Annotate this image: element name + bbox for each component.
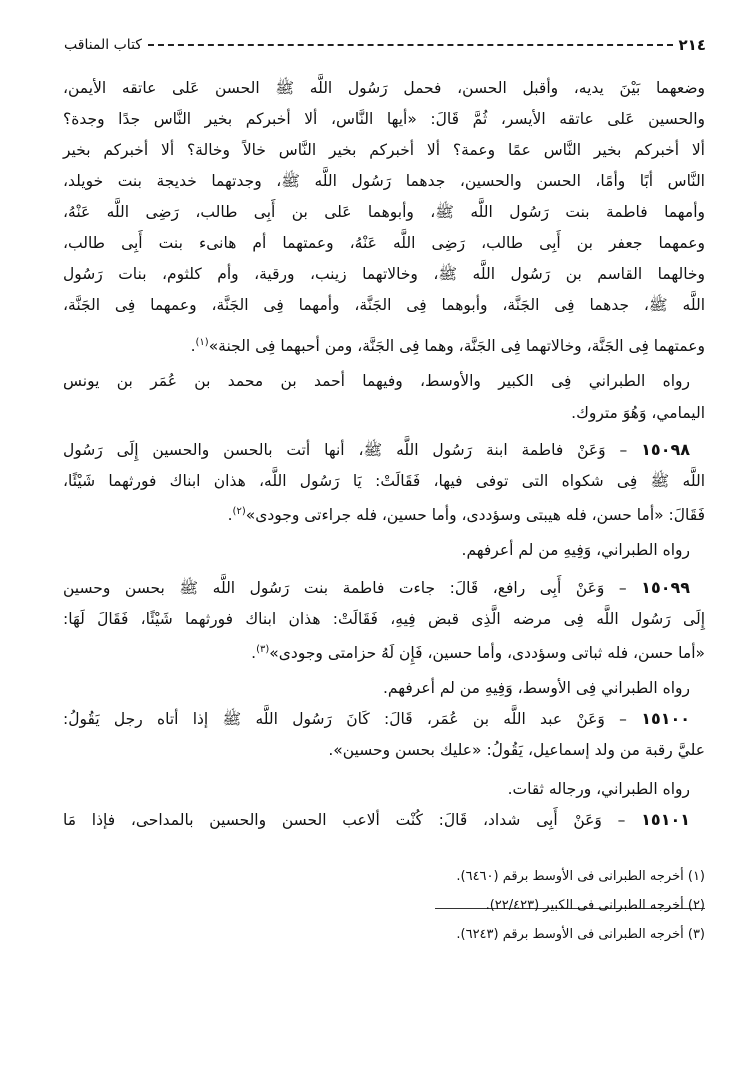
text-line: والحسين عَلى عاتقه الأيسر، ثُمَّ قَالَ: «أيها النَّاس، ألا أخبركم بخير النَّاس جدًا وجدة؟ <box>63 110 705 128</box>
footnote: (٢) أخرجه الطبرانى فى الكبير (٢٢/٤٢٣). <box>485 898 705 913</box>
footnote-ref[interactable]: (١) <box>195 337 209 348</box>
line-text: – وَعَنْ فاطمة ابنة رَسُول اللَّه ﷺ، أنها أتت بالحسن والحسين إِلَى رَسُول <box>63 441 628 459</box>
punct: . <box>190 337 196 356</box>
hadith-line <box>63 707 690 731</box>
text-line: اليمامي، وَهُوَ متروك. <box>571 404 705 422</box>
text-line: وخالهما القاسم بن رَسُول اللَّه ﷺ، وخالاتهما زينب، ورقية، وأم كلثوم، بنات رَسُول <box>63 265 705 283</box>
hadith-number: ١٥١٠١ <box>641 810 690 829</box>
text-line: اللَّه ﷺ فِى شكواه التى توفى فيها، فَقَالَتْ: يَا رَسُول اللَّه، هذان ابناك فورثهما شَيْئًا، <box>63 472 705 490</box>
line-text: – وَعَنْ عبد اللَّه بن عُمَر، قَالَ: كَانَ رَسُول اللَّه ﷺ إذا أتاه رجل يَقُولُ: <box>63 710 627 728</box>
header-divider <box>148 44 673 46</box>
text-line: رواه الطبراني فِى الكبير والأوسط، وفيهما أحمد بن محمد بن عُمَر بن يونس <box>63 372 690 390</box>
footnote-ref[interactable]: (٣) <box>256 644 270 655</box>
hadith-number: ١٥١٠٠ <box>641 709 691 728</box>
line-text: فَقَالَ: «أما حسن، فله هيبتى وسؤددى، وأما حسين، فله جراءتى وجودى» <box>245 506 705 525</box>
page-number: ٢١٤ <box>678 36 706 54</box>
text-line: عليَّ رقبة من ولد إسماعيل، يَقُولُ: «عليك بحسن وحسين». <box>328 741 705 759</box>
text-line: رواه الطبراني فِى الأوسط، وَفِيهِ من لم أعرفهم. <box>383 679 690 697</box>
text-line: ألا أخبركم بخير النَّاس عمًا وعمة؟ ألا أخبركم بخير النَّاس خالاً وخالة؟ ألا أخبركم بخير <box>63 141 705 159</box>
text-line <box>191 331 705 358</box>
text-line <box>251 638 705 665</box>
footnote: (٣) أخرجه الطبرانى فى الأوسط برقم (٦٢٤٣). <box>456 927 705 942</box>
text-line: وأمهما فاطمة بنت رَسُول اللَّه ﷺ، وأبوهما عَلى بن أَبِى طالب، رَضِى اللَّه عَنْهُ، <box>63 203 705 221</box>
text-line: وعمهما جعفر بن أَبِى طالب، رَضِى اللَّه عَنْهُ، وعمتهما أم هانىء بنت أَبِى طالب، <box>63 234 705 252</box>
line-text: وعمتهما فِى الجَنَّة، وخالاتهما فِى الجَنَّة، وهما فِى الجَنَّة، ومن أحبهما فِى الجنة» <box>208 337 705 356</box>
hadith-line <box>63 438 690 462</box>
hadith-line <box>63 808 690 832</box>
text-line: رواه الطبراني، ورجاله ثقات. <box>507 780 690 798</box>
text-line: وضعهما بَيْنَ يديه، وأقبل الحسن، فحمل رَسُول اللَّه ﷺ الحسن عَلى عاتقه الأيمن، <box>63 79 705 97</box>
hadith-line <box>63 576 690 600</box>
book-title: كتاب المناقب <box>64 37 142 53</box>
hadith-number: ١٥٠٩٩ <box>641 578 690 597</box>
running-header <box>64 33 706 57</box>
footnote-ref[interactable]: (٢) <box>232 506 246 517</box>
text-line: النَّاس أبًا وأمًا، الحسن والحسين، جدهما رَسُول اللَّه ﷺ، وجدتهما خديجة بنت خويلد، <box>63 172 705 190</box>
footnote: (١) أخرجه الطبرانى فى الأوسط برقم (٦٤٦٠). <box>456 869 705 884</box>
text-line: رواه الطبراني، وَفِيهِ من لم أعرفهم. <box>461 541 690 559</box>
hadith-number: ١٥٠٩٨ <box>641 440 690 459</box>
line-text: – وَعَنْ أَبِى رافع، قَالَ: جاءت فاطمة بنت رَسُول اللَّه ﷺ بحسن وحسين <box>63 579 627 597</box>
punct: . <box>251 644 257 663</box>
punct: . <box>227 506 233 525</box>
text-line: اللَّه ﷺ، جدهما فِى الجَنَّة، وأبوهما فِى الجَنَّة، وأمهما فِى الجَنَّة، وعمهما فِى الجَنَّة، <box>63 296 705 314</box>
text-line: إِلَى رَسُول اللَّه فِى مرضه الَّذِى قبض فِيهِ، فَقَالَتْ: هذان ابناك فورثهما شَيْئًا، فَقَالَ لَهَا: <box>63 610 705 628</box>
line-text: – وَعَنْ أَبِى شداد، قَالَ: كُنْت ألاعب الحسن والحسين بالمداحى، فإذا مَا <box>63 811 626 829</box>
line-text: «أما حسن، فله ثباتى وسؤددى، وأما حسين، فَإِن لَهُ حزامتى وجودى» <box>269 644 705 663</box>
text-line <box>228 500 705 527</box>
